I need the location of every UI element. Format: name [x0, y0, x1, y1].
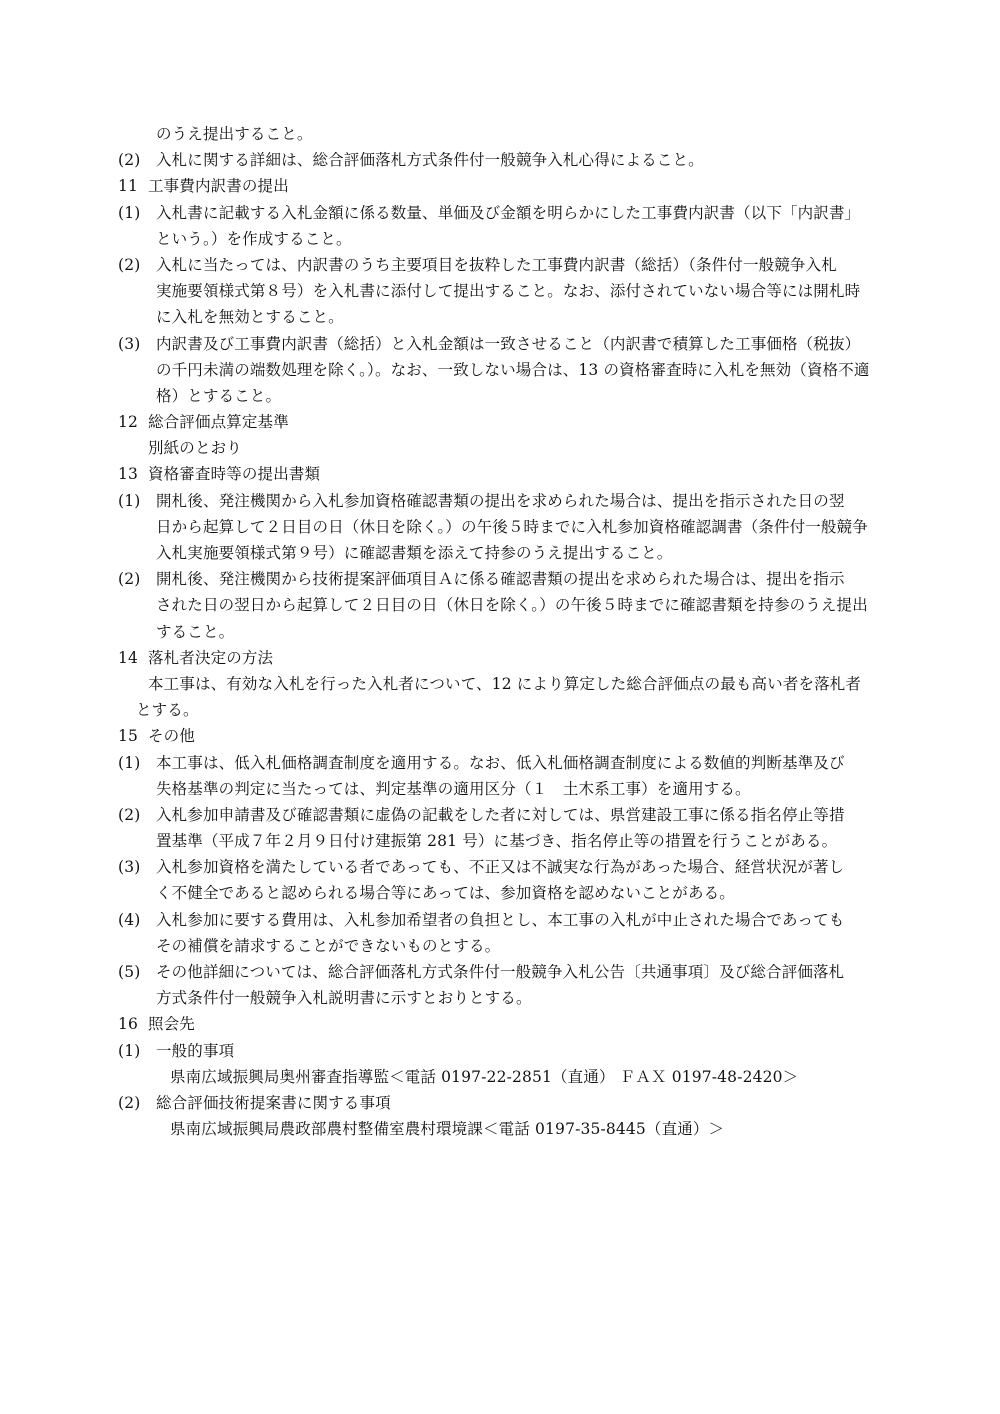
section-number: 12	[118, 413, 139, 432]
line-text: その他詳細については、総合評価落札方式条件付一般競争入札公告〔共通事項〕及び総合評価落札	[156, 963, 845, 981]
item-number: (2)	[118, 255, 141, 274]
line-text: 本工事は、有効な入札を行った入札者について、12 により算定した総合評価点の最も高い者を落札者	[148, 674, 862, 693]
list-item	[118, 854, 882, 880]
line-text: 開札後、発注機関から技術提案評価項目Ａに係る確認書類の提出を求められた場合は、提出を指示	[156, 570, 845, 589]
line-text: 落札者決定の方法	[148, 648, 274, 667]
list-item-continuation	[118, 540, 882, 566]
contact-line	[118, 1064, 882, 1090]
line-text: 本工事は、低入札価格調査制度を適用する。なお、低入札価格調査制度による数値的判断基準及び	[156, 753, 845, 772]
line-text: の千円未満の端数処理を除く。）。なお、一致しない場合は、13 の資格審査時に入札を無効（資格不適	[156, 360, 870, 379]
list-item	[118, 1090, 882, 1116]
list-item-continuation	[118, 776, 882, 802]
item-number: (2)	[118, 1093, 141, 1112]
line-text: 置基準（平成７年２月９日付け建振第 281 号）に基づき、指名停止等の措置を行うことがある。	[156, 832, 838, 851]
list-item	[118, 488, 882, 514]
section-number: 15	[118, 727, 139, 746]
item-number: (1)	[118, 203, 141, 222]
list-item-continuation	[118, 383, 882, 409]
list-item-continuation	[118, 357, 882, 383]
line-text: 工事費内訳書の提出	[148, 177, 289, 196]
section-heading	[118, 1011, 882, 1037]
line-text: 格）とすること。	[156, 386, 282, 405]
item-number: (1)	[118, 491, 141, 510]
list-item-continuation	[118, 514, 882, 540]
line-text: その他	[148, 727, 195, 746]
line-text: 入札に関する詳細は、総合評価落札方式条件付一般競争入札心得によること。	[156, 151, 704, 170]
section-number: 16	[118, 1015, 139, 1034]
item-number: (3)	[118, 334, 141, 353]
line-text: 照会先	[148, 1015, 195, 1034]
line-text: 入札書に記載する入札金額に係る数量、単価及び金額を明らかにした工事費内訳書（以下「内訳書」	[156, 203, 861, 222]
line-text: 入札に当たっては、内訳書のうち主要項目を抜粋した工事費内訳書（総括）（条件付一般競争入札	[156, 255, 837, 274]
item-number: (3)	[118, 858, 141, 877]
section-number: 14	[118, 648, 139, 667]
list-item	[118, 1038, 882, 1064]
line-text: 失格基準の判定に当たっては、判定基準の適用区分（１ 土木系工事）を適用する。	[156, 779, 751, 798]
line-text: 入札実施要領様式第９号）に確認書類を添えて持参のうえ提出すること。	[156, 544, 673, 562]
line-text: 入札参加資格を満たしている者であっても、不正又は不誠実な行為があった場合、経営状況が著し	[156, 858, 845, 877]
list-item	[118, 959, 882, 985]
line-text: とする。	[136, 701, 199, 720]
line-text: 実施要領様式第８号）を入札書に添付して提出すること。なお、添付されていない場合等には開札時	[156, 282, 861, 301]
line-text: 入札参加申請書及び確認書類に虚偽の記載をした者に対しては、県営建設工事に係る指名停止等措	[156, 805, 845, 824]
line-text: 県南広域振興局農政部農村整備室農村環境課＜電話 0197-35-8445（直通）＞	[170, 1120, 725, 1139]
line-text: 資格審査時等の提出書類	[148, 465, 321, 484]
section-body	[118, 435, 882, 461]
list-item	[118, 252, 882, 278]
item-number: (1)	[118, 753, 141, 772]
list-item-continuation	[118, 828, 882, 854]
item-number: (4)	[118, 910, 141, 929]
section-number: 13	[118, 465, 139, 484]
list-item	[118, 907, 882, 933]
line-text: すること。	[156, 622, 235, 641]
section-heading	[118, 409, 882, 435]
line-text: 開札後、発注機関から入札参加資格確認書類の提出を求められた場合は、提出を指示された日の翌	[156, 491, 845, 510]
line-text: 内訳書及び工事費内訳書（総括）と入札金額は一致させること（内訳書で積算した工事価格（税抜）	[156, 334, 861, 353]
line-text: 別紙のとおり	[148, 439, 242, 458]
section-heading	[118, 173, 882, 199]
contact-line	[118, 1116, 882, 1142]
line-text: に入札を無効とすること。	[156, 308, 344, 327]
item-number: (5)	[118, 963, 141, 981]
line-text: その補償を請求することができないものとする。	[156, 936, 501, 955]
list-item-continuation	[118, 226, 882, 252]
line-text: 県南広域振興局奥州審査指導監＜電話 0197-22-2851（直通） ＦＡＸ 0197-48-2420＞	[170, 1067, 799, 1086]
line-text: のうえ提出すること。	[156, 125, 313, 143]
section-heading	[118, 461, 882, 487]
line-text: 入札参加に要する費用は、入札参加希望者の負担とし、本工事の入札が中止された場合であっても	[156, 910, 845, 929]
item-number: (2)	[118, 570, 141, 589]
section-heading	[118, 723, 882, 749]
line-text: 日から起算して２日目の日（休日を除く。）の午後５時までに入札参加資格確認調書（条件付一般競争	[156, 517, 868, 536]
list-item	[118, 147, 882, 173]
list-item	[118, 566, 882, 592]
line-text: 総合評価技術提案書に関する事項	[156, 1093, 391, 1112]
list-item	[118, 331, 882, 357]
document-body	[118, 121, 882, 1142]
list-item-continuation	[118, 304, 882, 330]
section-body-continuation	[118, 697, 882, 723]
list-item	[118, 802, 882, 828]
list-item-continuation	[118, 619, 882, 645]
item-number: (2)	[118, 805, 141, 824]
section-body	[118, 671, 882, 697]
list-item	[118, 200, 882, 226]
line-text: された日の翌日から起算して２日目の日（休日を除く。）の午後５時までに確認書類を持参のうえ提出	[156, 596, 868, 615]
section-heading	[118, 645, 882, 671]
line-text: 総合評価点算定基準	[148, 413, 289, 432]
line-text: という。）を作成すること。	[156, 229, 352, 248]
item-number: (2)	[118, 151, 141, 170]
list-item-continuation	[118, 933, 882, 959]
line-text: 方式条件付一般競争入札説明書に示すとおりとする。	[156, 989, 532, 1008]
item-number: (1)	[118, 1041, 141, 1060]
section-number: 11	[118, 177, 139, 196]
list-item-continuation	[118, 121, 882, 147]
list-item-continuation	[118, 592, 882, 618]
line-text: く不健全であると認められる場合等にあっては、参加資格を認めないことがある。	[156, 884, 735, 903]
list-item-continuation	[118, 985, 882, 1011]
list-item	[118, 750, 882, 776]
list-item-continuation	[118, 278, 882, 304]
list-item-continuation	[118, 880, 882, 906]
line-text: 一般的事項	[156, 1041, 235, 1060]
